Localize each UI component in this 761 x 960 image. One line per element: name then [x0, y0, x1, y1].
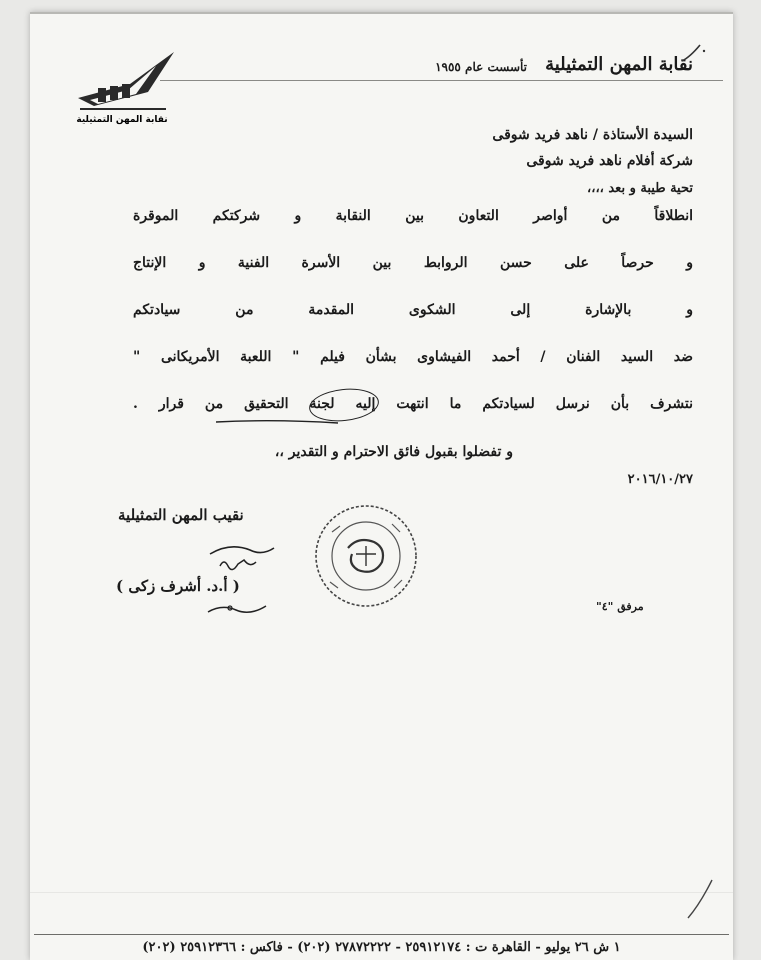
- closing-line: و تفضلوا بقبول فائق الاحترام و التقدير ،،: [274, 444, 513, 460]
- body-line: انطلاقاً من أواصر التعاون بين النقابة و شركتكم الموقرة: [133, 208, 693, 224]
- official-stamp: [312, 502, 420, 610]
- founded-year: تأسست عام ١٩٥٥: [435, 60, 527, 74]
- body-line: و حرصاً على حسن الروابط بين الأسرة الفنية و الإنتاج: [133, 255, 693, 271]
- attachment-note: مرفق "٤": [596, 600, 644, 613]
- letter-page: [30, 12, 733, 960]
- paper-crease: [30, 892, 733, 893]
- signatory-name: ( أ.د. أشرف زكى ): [116, 577, 240, 595]
- logo-caption: نقابة المهن التمثيلية: [76, 115, 168, 125]
- margin-mark: [680, 874, 720, 924]
- greeting: تحية طيبة و بعد ،،،،: [587, 181, 693, 196]
- header-rule: [160, 80, 723, 81]
- margin-mark: [676, 37, 716, 67]
- letter-date: ٢٠١٦/١٠/٢٧: [627, 472, 693, 487]
- scan-edge: [30, 12, 733, 14]
- body-line: نتشرف بأن نرسل لسيادتكم ما انتهت إليه لجنة التحقيق من قرار .: [133, 396, 693, 412]
- footer-address: ١ ش ٢٦ يوليو - القاهرة ت : ٢٥٩١٢١٧٤ - ٢٧٨٧٢٢٢٢ (٢٠٢) - فاكس : ٢٥٩١٢٣٦٦ (٢٠٢): [142, 940, 621, 955]
- organization-title: نقابة المهن التمثيلية: [545, 54, 693, 75]
- footer-rule: [34, 934, 729, 935]
- handwritten-signature: [190, 524, 300, 624]
- recipient-name: السيدة الأستاذة / ناهد فريد شوقى: [492, 127, 693, 143]
- body-line: و بالإشارة إلى الشكوى المقدمة من سيادتكم: [133, 302, 693, 318]
- handwritten-underline: [214, 418, 340, 426]
- union-logo: [70, 48, 174, 128]
- recipient-company: شركة أفلام ناهد فريد شوقى: [526, 153, 693, 169]
- signatory-title: نقيب المهن التمثيلية: [118, 506, 244, 524]
- body-line: ضد السيد الفنان / أحمد الفيشاوى بشأن فيلم " اللعبة الأمريكانى ": [133, 349, 693, 365]
